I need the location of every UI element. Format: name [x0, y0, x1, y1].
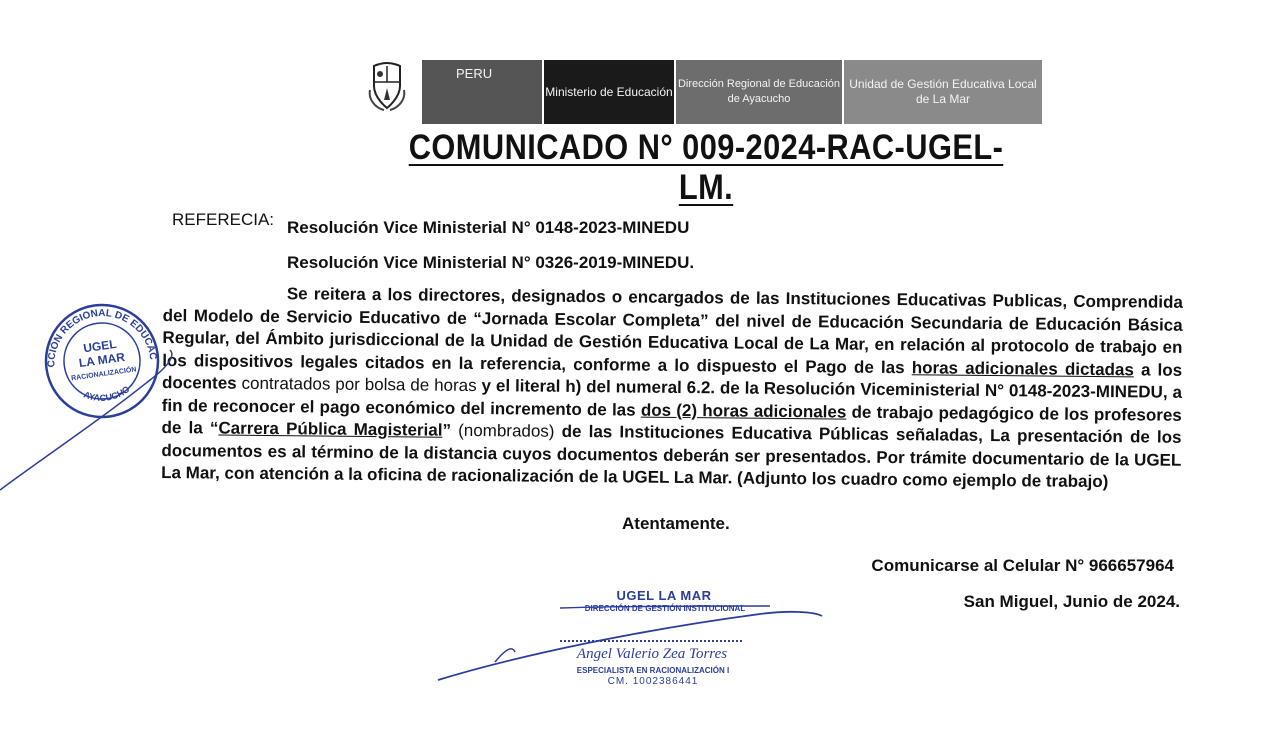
place-date: San Miguel, Junio de 2024.: [963, 592, 1180, 611]
government-header: [366, 58, 1046, 128]
header-band-peru: PERU: [422, 60, 542, 124]
body-text-run: de las Instituciones Educativa Públicas señaladas, La presentación de los documentos es al término de la distancia cuyos documentos deberán ser presentados. Por trámite documentario de la UGEL La Mar, con atención a la oficina de racionalización de la UGEL La Mar. (Adjunto los cuadro como ejemplo de trabajo): [161, 421, 1182, 492]
document-title: COMUNICADO N° 009-2024-RAC-UGEL-LM.: [408, 128, 1004, 207]
stamp-ring-top-text: DIRECCIÓN REGIONAL DE EDUCACIÓN: [46, 307, 159, 368]
body-underlined-run: Carrera Pública Magisterial: [218, 418, 443, 440]
stamp-line-2: LA MAR: [78, 349, 126, 371]
body-underlined-run: horas adicionales dictadas: [911, 357, 1134, 379]
round-stamp: [38, 300, 166, 422]
closing: Atentamente.: [622, 514, 730, 533]
signature-stroke: [495, 649, 515, 662]
coat-of-arms-icon: [366, 60, 408, 112]
reference-item: Resolución Vice Ministerial N° 0148-2023-MINEDU: [287, 218, 690, 237]
reference-item: Resolución Vice Ministerial N° 0326-2019-MINEDU.: [287, 253, 695, 272]
header-band-dre-ayacucho: Dirección Regional de Educación de Ayacucho: [676, 60, 842, 124]
body-text-run: Se reitera a los directores, designados o encargados de las Instituciones Educativas Publicas, Comprendida del Modelo de Servicio Educativo de “Jornada Escolar Completa” del nivel de Educación Secundaria de Educación Básica Regular, del Ámbito jurisdiccional de la Unidad de Gestión Educativa Local de La Mar, en relación al protocolo de trabajo en los dispositivos legales citados en la referencia, conforme a lo dispuesto el Pago de las: [162, 284, 1183, 377]
body-paragraph: [161, 282, 1183, 494]
contact-phone: Comunicarse al Celular N° 966657964: [871, 556, 1174, 575]
signature-department: DIRECCIÓN DE GESTIÓN INSTITUCIONAL: [584, 604, 746, 613]
reference-label: REFERECIA:: [172, 210, 275, 229]
signatory-role: ESPECIALISTA EN RACIONALIZACIÓN I: [576, 666, 730, 675]
body-text-run: ”: [442, 420, 452, 440]
header-band-ministerio: Ministerio de Educación: [544, 60, 674, 124]
signatory-cm-number: CM. 1002386441: [607, 676, 699, 687]
signature-organization: UGEL LA MAR: [616, 588, 712, 603]
stamp-line-1: UGEL: [82, 336, 118, 356]
signatory-name: Angel Valerio Zea Torres: [576, 646, 728, 662]
body-normal-run: (nombrados): [458, 420, 555, 441]
body-normal-run: contratados por bolsa de horas: [241, 373, 477, 396]
body-text-run: de trabajo pedagógico de los profesores de la “: [161, 402, 1182, 438]
signature-block: [540, 588, 780, 698]
body-underlined-run: dos (2) horas adicionales: [640, 400, 847, 422]
stamp-ring-bottom-text: AYACUCHO: [82, 383, 132, 404]
body-text-run: y el literal h) del numeral 6.2. de la Resolución Viceministerial N° 0148-2023-MINEDU, a fin de reconocer el pago económico del incremento de las: [161, 376, 1183, 420]
stamp-line-3: RACIONALIZACIÓN: [70, 366, 137, 383]
header-band-ugel-la-mar: Unidad de Gestión Educativa Local de La Mar: [844, 60, 1042, 124]
signature-line: [560, 640, 742, 642]
body-text-run: a los docentes: [161, 359, 1183, 393]
